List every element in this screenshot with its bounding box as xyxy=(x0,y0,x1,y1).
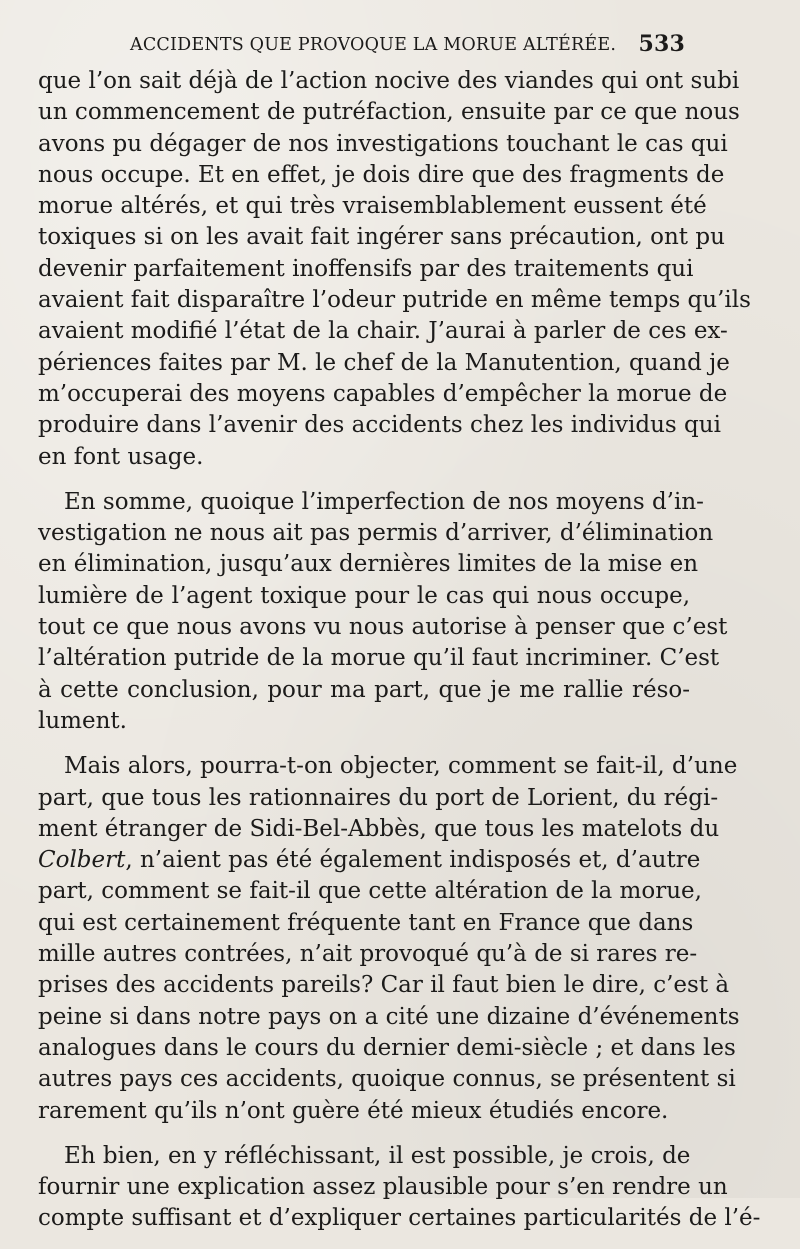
text-line: fournir une explication assez plausible pour s’en rendre un xyxy=(38,1174,728,1201)
paragraph xyxy=(38,1141,761,1235)
text-line: avons pu dégager de nos investigations touchant le cas qui xyxy=(38,130,728,157)
text-line: devenir parfaitement inoffensifs par des traitements qui xyxy=(38,255,694,282)
text-line: analogues dans le cours du dernier demi-siècle ; et dans les xyxy=(38,1034,736,1061)
text-line: produire dans l’avenir des accidents chez les individus qui xyxy=(38,412,721,439)
text-line: prises des accidents pareils? Car il faut bien le dire, c’est à xyxy=(38,972,730,999)
text-line: Colbert, n’aient pas été également indisposés et, d’autre xyxy=(38,847,701,874)
text-line: l’altération putride de la morue qu’il faut incriminer. C’est xyxy=(38,645,720,672)
text-line: lumière de l’agent toxique pour le cas qui nous occupe, xyxy=(38,582,690,609)
text-line: à cette conclusion, pour ma part, que je me rallie réso- xyxy=(38,676,690,703)
text-line: part, que tous les rationnaires du port de Lorient, du régi- xyxy=(38,784,719,811)
running-title: ACCIDENTS QUE PROVOQUE LA MORUE ALTÉRÉE. xyxy=(130,35,617,55)
running-header xyxy=(130,31,685,57)
paragraph xyxy=(38,487,728,737)
text-line: un commencement de putréfaction, ensuite par ce que nous xyxy=(38,99,740,126)
text-line: morue altérés, et qui très vraisemblablement eussent été xyxy=(38,193,707,220)
text-line: qui est certainement fréquente tant en France que dans xyxy=(38,909,694,936)
text-line: nous occupe. Et en effet, je dois dire que des fragments de xyxy=(38,161,725,188)
ship-name: Colbert xyxy=(38,847,126,874)
text-line: peine si dans notre pays on a cité une dizaine d’événements xyxy=(38,1003,740,1030)
text-line: en font usage. xyxy=(38,443,204,470)
text-line: mille autres contrées, n’ait provoqué qu’à de si rares re- xyxy=(38,941,698,968)
paragraph xyxy=(38,751,740,1127)
text-line: vestigation ne nous ait pas permis d’arriver, d’élimination xyxy=(38,520,714,547)
text-line: lument. xyxy=(38,707,127,734)
text-line: compte suffisant et d’expliquer certaines particularités de l’é- xyxy=(38,1205,761,1232)
text-line: avaient fait disparaître l’odeur putride en même temps qu’ils xyxy=(38,287,751,314)
text-line: m’occuperai des moyens capables d’empêcher la morue de xyxy=(38,380,728,407)
text-line: Eh bien, en y réfléchissant, il est possible, je crois, de xyxy=(64,1142,691,1169)
text-line: toxiques si on les avait fait ingérer sans précaution, ont pu xyxy=(38,224,725,251)
text-line: part, comment se fait-il que cette altération de la morue, xyxy=(38,878,702,905)
text-line: autres pays ces accidents, quoique connus, se présentent si xyxy=(38,1066,736,1093)
text-line: rarement qu’ils n’ont guère été mieux étudiés encore. xyxy=(38,1097,669,1124)
text-line: que l’on sait déjà de l’action nocive des viandes qui ont subi xyxy=(38,68,740,94)
body-text xyxy=(38,66,761,1249)
text-line: périences faites par M. le chef de la Manutention, quand je xyxy=(38,349,730,376)
text-line: En somme, quoique l’imperfection de nos moyens d’in- xyxy=(64,488,704,515)
paragraph xyxy=(38,66,751,473)
text-line: avaient modifié l’état de la chair. J’aurai à parler de ces ex- xyxy=(38,318,728,345)
page-number: 533 xyxy=(638,31,685,57)
text-line: Mais alors, pourra-t-on objecter, comment se fait-il, d’une xyxy=(64,753,738,780)
text-line: tout ce que nous avons vu nous autorise à penser que c’est xyxy=(38,614,728,641)
text-line: en élimination, jusqu’aux dernières limites de la mise en xyxy=(38,551,699,578)
text-line: ment étranger de Sidi-Bel-Abbès, que tous les matelots du xyxy=(38,815,720,842)
